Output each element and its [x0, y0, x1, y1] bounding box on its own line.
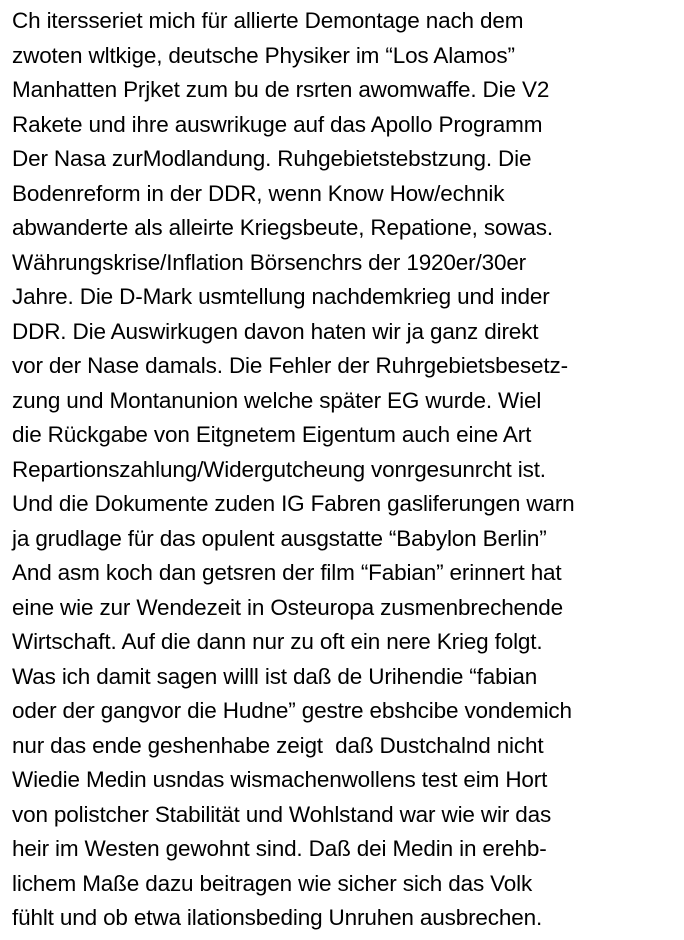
text-line: Der Nasa zurModlandung. Ruhgebietstebstzung. Die	[12, 146, 532, 171]
text-line: Wiedie Medin usndas wismachenwollens test eim Hort	[12, 767, 548, 792]
document-page	[12, 4, 682, 936]
text-line: lichem Maße dazu beitragen wie sicher sich das Volk	[12, 870, 533, 896]
text-line: Manhatten Prjket zum bu de rsrten awomwaffe. Die V2	[12, 77, 550, 102]
text-line: Währungskrise/Inflation Börsenchrs der 1920er/30er	[12, 249, 527, 275]
text-line: eine wie zur Wendezeit in Osteuropa zusmenbrechende	[12, 594, 564, 620]
text-line: zwoten wltkige, deutsche Physiker im “Los Alamos”	[12, 42, 515, 68]
text-line: fühlt und ob etwa ilationsbeding Unruhen ausbrechen.	[12, 905, 543, 930]
text-line: abwanderte als alleirte Kriegsbeute, Repatione, sowas.	[12, 215, 553, 240]
text-line: And asm koch dan getsren der film “Fabian” erinnert hat	[12, 560, 562, 585]
text-line: nur das ende geshenhabe zeigt daß Dustchalnd nicht	[12, 732, 544, 758]
text-line: Bodenreform in der DDR, wenn Know How/echnik	[12, 180, 505, 206]
text-line: Repartionszahlung/Widergutcheung vonrgesunrcht ist.	[12, 456, 546, 482]
text-line: Wirtschaft. Auf die dann nur zu oft ein nere Krieg folgt.	[12, 629, 543, 654]
text-line: von polistcher Stabilität und Wohlstand war wie wir das	[12, 801, 552, 827]
text-line: heir im Westen gewohnt sind. Daß dei Medin in erehb-	[12, 836, 547, 861]
text-line: ja grudlage für das opulent ausgstatte “Babylon Berlin”	[12, 525, 547, 551]
text-line: Was ich damit sagen willl ist daß de Urihendie “fabian	[12, 663, 538, 689]
text-line: DDR. Die Auswirkugen davon haten wir ja ganz direkt	[12, 318, 539, 344]
text-line: Jahre. Die D-Mark usmtellung nachdemkrieg und inder	[12, 284, 550, 309]
text-line: oder der gangvor die Hudne” gestre ebshcibe vondemich	[12, 698, 572, 723]
text-line: Rakete und ihre auswrikuge auf das Apollo Programm	[12, 111, 543, 137]
text-line: die Rückgabe von Eitgnetem Eigentum auch eine Art	[12, 422, 532, 447]
text-line: zung und Montanunion welche später EG wurde. Wiel	[12, 387, 542, 413]
text-line: Und die Dokumente zuden IG Fabren gasliferungen warn	[12, 491, 575, 516]
text-line: vor der Nase damals. Die Fehler der Ruhrgebietsbesetz-	[12, 353, 568, 378]
text-line: Ch itersseriet mich für allierte Demontage nach dem	[12, 8, 524, 33]
